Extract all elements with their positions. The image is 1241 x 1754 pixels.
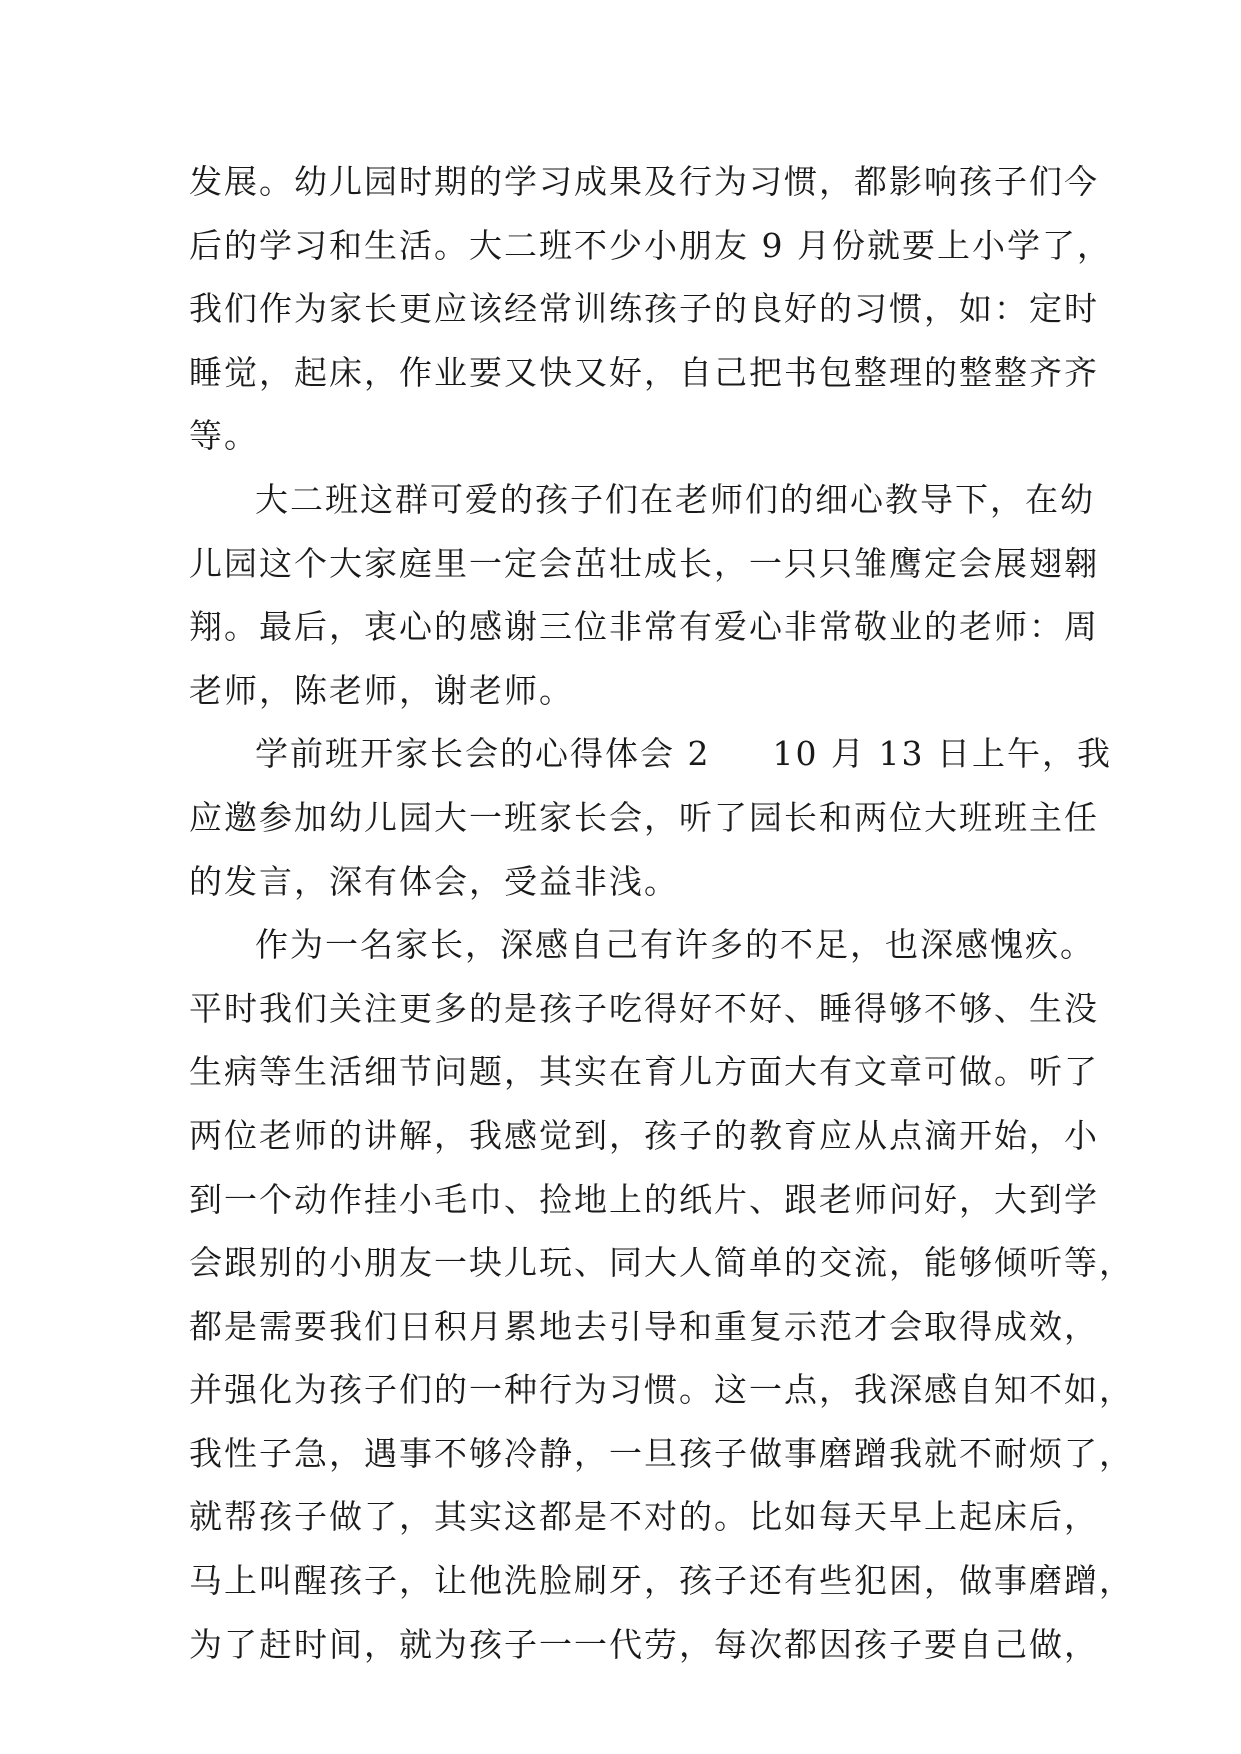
text-line: 到一个动作挂小毛巾、捡地上的纸片、跟老师问好，大到学 — [189, 1179, 1099, 1219]
text-line: 儿园这个大家庭里一定会茁壮成长，一只只雏鹰定会展翅翱 — [189, 543, 1099, 583]
text-line: 等。 — [189, 416, 259, 456]
text-line: 并强化为孩子们的一种行为习惯。这一点，我深感自知不如， — [189, 1370, 1134, 1410]
text-segment: 10 月 13 日上午，我 — [772, 734, 1112, 774]
paragraph — [189, 913, 1134, 1676]
paragraph — [189, 150, 1112, 468]
text-line: 后的学习和生活。大二班不少小朋友 9 月份就要上小学了， — [189, 225, 1112, 265]
text-line: 我们作为家长更应该经常训练孩子的良好的习惯，如：定时 — [189, 289, 1099, 329]
text-line: 睡觉，起床，作业要又快又好，自己把书包整理的整整齐齐 — [189, 352, 1099, 392]
text-line: 老师，陈老师，谢老师。 — [189, 670, 574, 710]
text-line: 马上叫醒孩子，让他洗脸刷牙，孩子还有些犯困，做事磨蹭， — [189, 1561, 1134, 1601]
text-line: 作为一名家长，深感自己有许多的不足，也深感愧疚。 — [255, 925, 1095, 965]
text-line: 生病等生活细节问题，其实在育儿方面大有文章可做。听了 — [189, 1052, 1099, 1092]
text-line: 平时我们关注更多的是孩子吃得好不好、睡得够不够、生没 — [189, 988, 1099, 1028]
text-line: 应邀参加幼儿园大一班家长会，听了园长和两位大班班主任 — [189, 797, 1099, 837]
text-line: 我性子急，遇事不够冷静，一旦孩子做事磨蹭我就不耐烦了， — [189, 1433, 1134, 1473]
section-heading: 学前班开家长会的心得体会 2 — [255, 734, 711, 774]
text-line: 大二班这群可爱的孩子们在老师们的细心教导下，在幼 — [255, 479, 1095, 519]
paragraph — [189, 468, 1099, 722]
document-body — [189, 150, 1134, 1676]
paragraph — [189, 722, 1112, 913]
text-line — [189, 722, 1112, 786]
text-line: 为了赶时间，就为孩子一一代劳，每次都因孩子要自己做， — [189, 1624, 1099, 1664]
text-line: 两位老师的讲解，我感觉到，孩子的教育应从点滴开始，小 — [189, 1115, 1099, 1155]
text-line: 翔。最后，衷心的感谢三位非常有爱心非常敬业的老师：周 — [189, 607, 1099, 647]
text-line: 会跟别的小朋友一块儿玩、同大人简单的交流，能够倾听等， — [189, 1243, 1134, 1283]
text-line: 都是需要我们日积月累地去引导和重复示范才会取得成效， — [189, 1306, 1099, 1346]
text-line: 的发言，深有体会，受益非浅。 — [189, 861, 679, 901]
text-line: 发展。幼儿园时期的学习成果及行为习惯，都影响孩子们今 — [189, 162, 1099, 201]
text-line: 就帮孩子做了，其实这都是不对的。比如每天早上起床后， — [189, 1497, 1099, 1537]
